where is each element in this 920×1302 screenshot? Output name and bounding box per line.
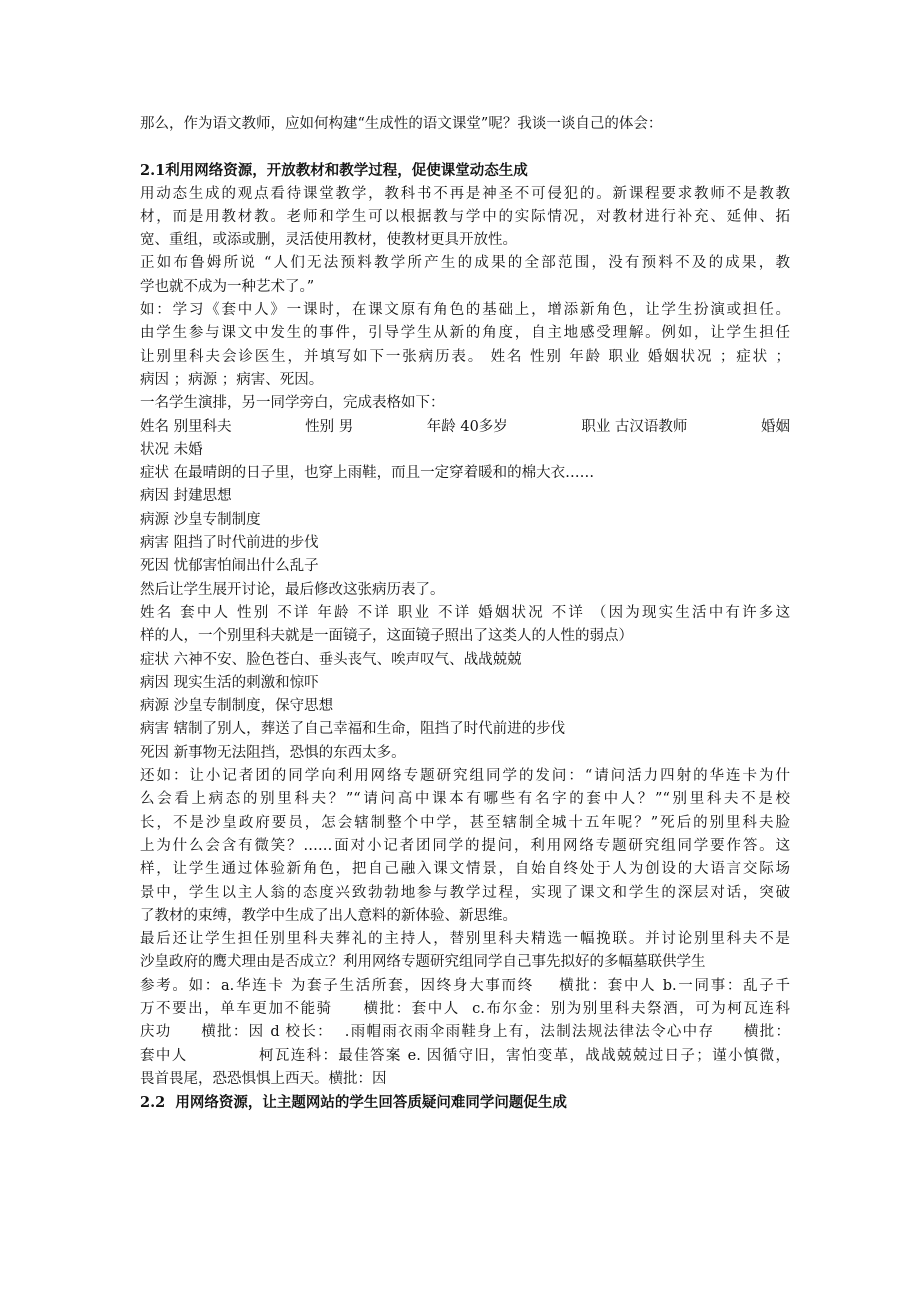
text-line: 参考。如：a.华连卡 为套子生活所套，因终身大事而终 横批：套中人 b.一同事：乱子千 bbox=[140, 977, 790, 994]
text-line: 由学生参与课文中发生的事件，引导学生从新的角度，自主地感受理解。例如，让学生担任 bbox=[140, 325, 790, 342]
record-cause: 病因 封建思想 bbox=[140, 488, 232, 505]
record-symptom: 症状 在最晴朗的日子里，也穿上雨鞋，而且一定穿着暖和的棉大衣…… bbox=[140, 465, 595, 482]
record-row-basic bbox=[140, 416, 790, 439]
record-name: 姓名 别里科夫 bbox=[140, 418, 232, 435]
record-death: 死因 新事物无法阻挡，恐惧的东西太多。 bbox=[140, 744, 406, 761]
medical-record-2 bbox=[140, 602, 790, 765]
section-heading-2-2: 2.2 用网络资源，让主题网站的学生回答质疑问难同学问题促生成 bbox=[140, 1094, 567, 1112]
text-line: 让别里科夫会诊医生，并填写如下一张病历表。 姓名 性别 年龄 职业 婚姻状况 ；症状 ； bbox=[140, 348, 790, 365]
record-harm: 病害 辖制了别人，葬送了自己幸福和生命，阻挡了时代前进的步伐 bbox=[140, 721, 566, 738]
text-line: 上为什么会含有微笑？……面对小记者团同学的提问，利用网络专题研究组同学要作答。这 bbox=[140, 837, 790, 854]
paragraph-reporter-questions bbox=[140, 765, 790, 928]
record-death: 死因 忧郁害怕闹出什么乱子 bbox=[140, 558, 319, 575]
record-source: 病源 沙皇专制制度，保守思想 bbox=[140, 698, 334, 715]
text-line: 长，不是沙皇政府要员，怎会辖制整个中学，甚至辖制全城十五年呢？”死后的别里科夫脸 bbox=[140, 814, 790, 831]
paragraph-dynamic-generation bbox=[140, 183, 790, 253]
text-line: 如：学习《套中人》一课时，在课文原有角色的基础上，增添新角色，让学生扮演或担任。 bbox=[140, 302, 790, 319]
record-source: 病源 沙皇专制制度 bbox=[140, 511, 261, 528]
document-page bbox=[140, 113, 790, 1114]
record-marital-label: 婚姻 bbox=[760, 418, 790, 435]
text-line: 病因 ；病源 ；病害、死因。 bbox=[140, 371, 324, 388]
text-line: 还如：让小记者团的同学向利用网络专题研究组同学的发问：“请问活力四射的华连卡为什 bbox=[140, 768, 790, 785]
blank-line bbox=[140, 136, 790, 159]
text-line: 学也就不成为一种艺术了。” bbox=[140, 278, 315, 295]
text-line: 材，而是用教材教。老师和学生可以根据教与学中的实际情况，对教材进行补充、延伸、拓 bbox=[140, 208, 790, 225]
section-heading-2-1: 2.1利用网络资源，开放教材和教学过程，促使课堂动态生成 bbox=[140, 162, 528, 180]
text-line: 么会看上病态的别里科夫？”“请问高中课本有哪些有名字的套中人？”“别里科夫不是校 bbox=[140, 791, 790, 808]
paragraph-discussion: 然后让学生展开讨论，最后修改这张病历表了。 bbox=[140, 581, 445, 598]
paragraph-example-taozhongren bbox=[140, 299, 790, 392]
record-cause: 病因 现实生活的刺激和惊吓 bbox=[140, 674, 319, 691]
text-line: 套中人 柯瓦连科：最佳答案 e. 因循守旧，害怕变革，战战兢兢过日子；谨小慎微， bbox=[140, 1047, 790, 1064]
record-basic: 姓名 套中人 性别 不详 年龄 不详 职业 不详 婚姻状况 不详 （因为现实生活中有许多这 bbox=[140, 604, 790, 621]
text-line: 正如布鲁姆所说 “人们无法预料教学所产生的成果的全部范围，没有预料不及的成果，教 bbox=[140, 255, 790, 272]
record-basic-continued: 样的人，一个别里科夫就是一面镜子，这面镜子照出了这类人的人性的弱点） bbox=[140, 628, 633, 645]
text-line: 样，让学生通过体验新角色，把自己融入课文情景，自始自终处于人为创设的大语言交际场 bbox=[140, 861, 790, 878]
text-line: 沙皇政府的鹰犬理由是否成立？利用网络专题研究组同学自己事先拟好的多幅墓联供学生 bbox=[140, 954, 706, 971]
intro-paragraph: 那么，作为语文教师，应如何构建“生成性的语文课堂”呢？我谈一谈自己的体会： bbox=[140, 116, 663, 132]
record-harm: 病害 阻挡了时代前进的步伐 bbox=[140, 535, 319, 552]
text-line: 最后还让学生担任别里科夫葬礼的主持人，替别里科夫精选一幅挽联。并讨论别里科夫不是 bbox=[140, 931, 790, 948]
text-line: 景中，学生以主人翁的态度兴致勃勃地参与教学过程，实现了课文和学生的深层对话，突破 bbox=[140, 884, 790, 901]
text-line: 庆功 横批：因 d 校长： .雨帽雨衣雨伞雨鞋身上有，法制法规法律法令心中存 横批： bbox=[140, 1024, 790, 1041]
text-line: 用动态生成的观点看待课堂教学，教科书不再是神圣不可侵犯的。新课程要求教师不是教教 bbox=[140, 185, 790, 202]
paragraph-funeral-couplet bbox=[140, 928, 790, 1091]
record-age: 年龄 40多岁 bbox=[426, 418, 508, 435]
medical-record-1 bbox=[140, 416, 790, 579]
record-symptom: 症状 六神不安、脸色苍白、垂头丧气、唉声叹气、战战兢兢 bbox=[140, 651, 522, 668]
record-sex: 性别 男 bbox=[305, 418, 354, 435]
record-marital: 状况 未婚 bbox=[140, 441, 203, 458]
record-job: 职业 古汉语教师 bbox=[581, 418, 688, 435]
text-line: 宽、重组，或添或删，灵活使用教材，使教材更具开放性。 bbox=[140, 232, 517, 249]
text-line: 万不要出，单车更加不能骑 横批：套中人 c.布尔金：别为别里科夫祭酒，可为柯瓦连科 bbox=[140, 1000, 790, 1017]
paragraph-performance: 一名学生演排，另一同学旁白，完成表格如下： bbox=[140, 395, 445, 412]
text-line: 了教材的束缚，教学中生成了出人意料的新体验、新思维。 bbox=[140, 907, 517, 924]
paragraph-bloom-quote bbox=[140, 252, 790, 299]
text-line: 畏首畏尾，恐恐惧惧上西天。横批：因 bbox=[140, 1070, 387, 1087]
